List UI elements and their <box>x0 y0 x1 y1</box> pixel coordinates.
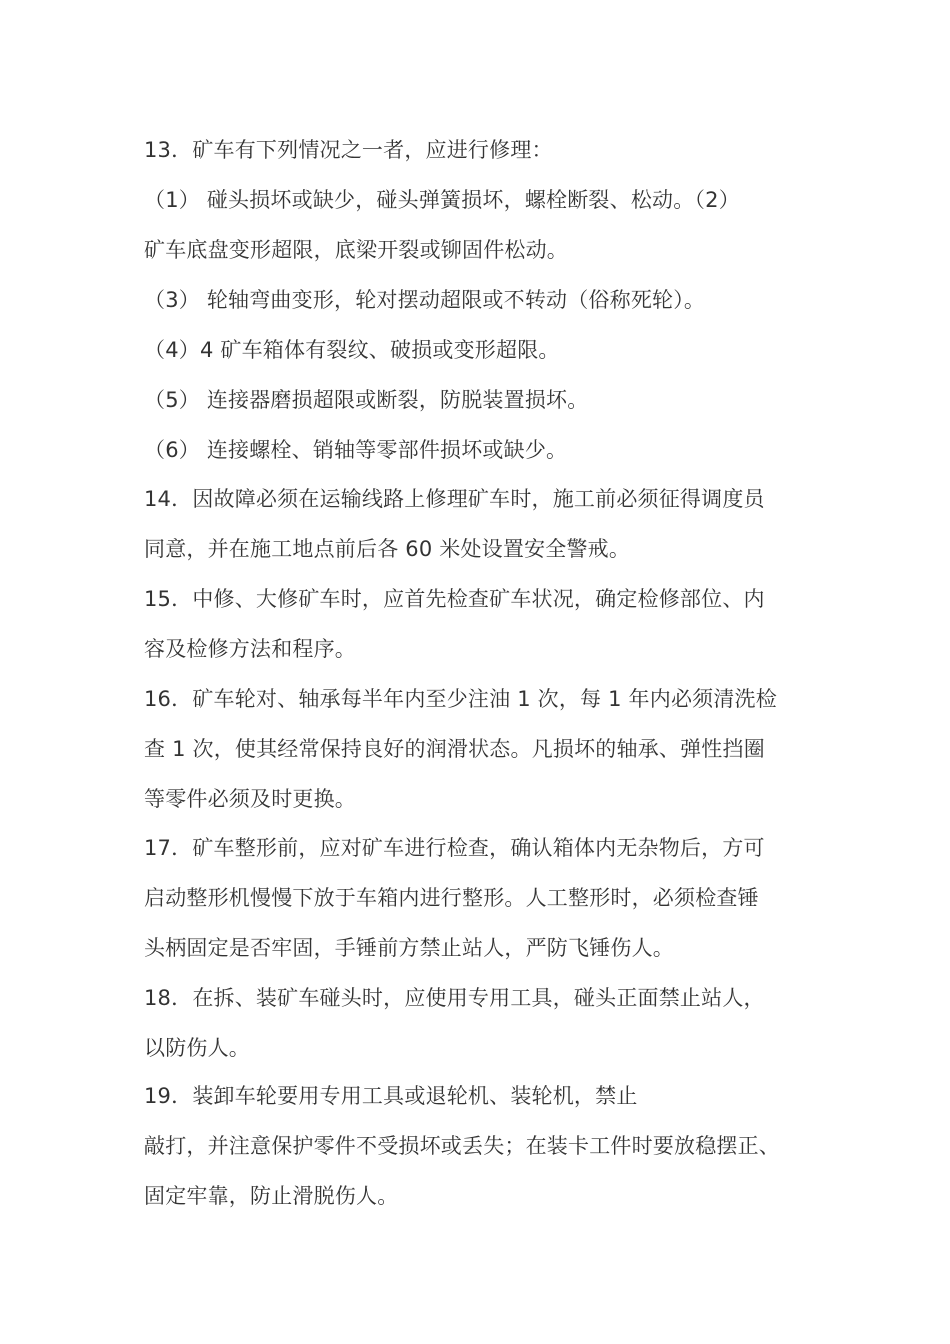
text-line-item-18: 18．在拆、装矿车碰头时，应使用专用工具，碰头正面禁止站人， <box>144 986 765 1010</box>
text-line-sub-3: （3） 轮轴弯曲变形，轮对摆动超限或不转动（俗称死轮）。 <box>144 288 706 312</box>
text-line-item-16-cont-2: 等零件必须及时更换。 <box>144 787 356 811</box>
text-line-sub-6: （6） 连接螺栓、销轴等零部件损坏或缺少。 <box>144 438 568 462</box>
text-line-item-19-cont: 敲打，并注意保护零件不受损坏或丢失；在装卡工件时要放稳摆正、 <box>144 1134 780 1158</box>
text-line-item-14-cont: 同意，并在施工地点前后各 60 米处设置安全警戒。 <box>144 537 631 561</box>
text-line-item-17-cont-2: 头柄固定是否牢固，手锤前方禁止站人，严防飞锤伤人。 <box>144 936 674 960</box>
text-line-item-18-cont: 以防伤人。 <box>144 1036 250 1060</box>
text-line-item-17: 17．矿车整形前，应对矿车进行检查，确认箱体内无杂物后，方可 <box>144 836 765 860</box>
text-line-item-19-cont-2: 固定牢靠，防止滑脱伤人。 <box>144 1184 399 1208</box>
text-line-item-14: 14．因故障必须在运输线路上修理矿车时，施工前必须征得调度员 <box>144 487 765 511</box>
text-line-item-19: 19．装卸车轮要用专用工具或退轮机、装轮机，禁止 <box>144 1084 638 1108</box>
text-line-item-15: 15．中修、大修矿车时，应首先检查矿车状况，确定检修部位、内 <box>144 587 765 611</box>
text-line-item-15-cont: 容及检修方法和程序。 <box>144 637 356 661</box>
text-line-item-16-cont: 查 1 次，使其经常保持良好的润滑状态。凡损坏的轴承、弹性挡圈 <box>144 737 765 761</box>
text-line-item-17-cont: 启动整形机慢慢下放于车箱内进行整形。人工整形时，必须检查锤 <box>144 886 759 910</box>
text-line-sub-1: （1） 碰头损坏或缺少，碰头弹簧损坏，螺栓断裂、松动。（2） <box>144 188 740 212</box>
text-line-sub-4: （4）4 矿车箱体有裂纹、破损或变形超限。 <box>144 338 560 362</box>
text-line-sub-2: 矿车底盘变形超限，底梁开裂或铆固件松动。 <box>144 238 568 262</box>
text-line-item-13: 13．矿车有下列情况之一者，应进行修理： <box>144 138 553 162</box>
text-line-sub-5: （5） 连接器磨损超限或断裂，防脱装置损坏。 <box>144 388 589 412</box>
text-line-item-16: 16．矿车轮对、轴承每半年内至少注油 1 次，每 1 年内必须清洗检 <box>144 687 777 711</box>
